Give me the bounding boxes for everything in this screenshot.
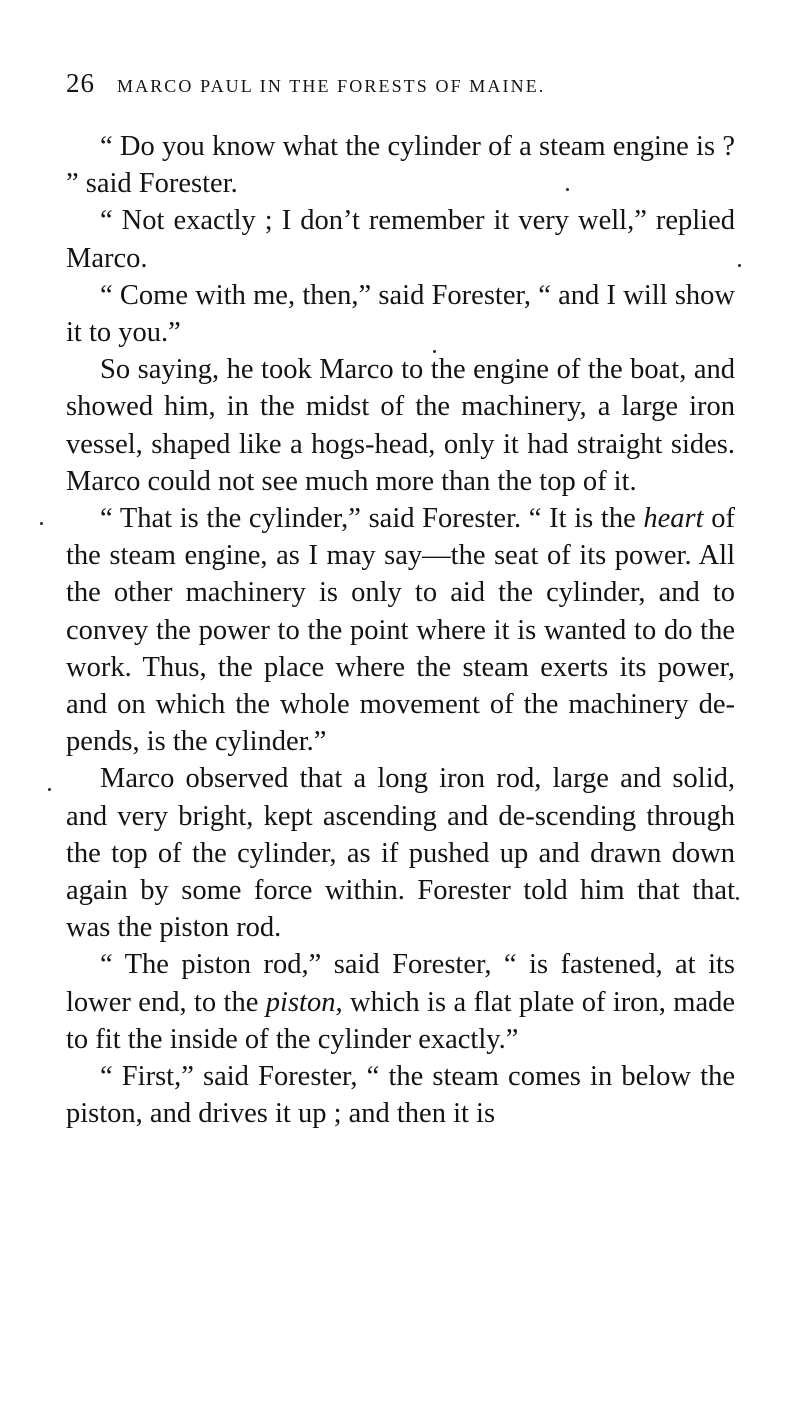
print-speck <box>433 350 436 353</box>
page-number: 26 <box>66 68 95 98</box>
paragraph-7-text-after: which is a flat plate of iron, made to fit the inside of the cylinder exactly.” <box>66 986 735 1055</box>
paragraph-6: Marco observed that a long iron rod, large and solid, and very bright, kept ascending and de-scending through the top of the cylinder, as if pushed up and drawn down again by some force within. Forester told him that that was the piston rod. <box>66 763 735 944</box>
paragraph-2: “ Not exactly ; I don’t remember it very well,” replied Marco. <box>66 205 735 274</box>
paragraph-8: “ First,” said Forester, “ the steam comes in below the piston, and drives it up ; and then it is <box>66 1061 735 1130</box>
paragraph-7-text-before: “ The piston rod,” said Forester, “ is fastened, at its lower end, to the <box>66 949 735 1018</box>
print-speck <box>48 788 51 791</box>
page-header <box>66 68 736 108</box>
emphasis-heart: heart <box>643 503 704 535</box>
paragraph-7 <box>66 946 735 1058</box>
print-speck <box>566 188 569 191</box>
paragraph-5 <box>66 500 735 760</box>
paragraph-3: “ Come with me, then,” said Forester, “ and I will show it to you.” <box>66 279 735 349</box>
paragraph-5-text-after: of the steam engine, as I may say—the seat of its power. All the other machinery is only to aid the cylinder, and to convey the power to the point where it is wanted to do the work. Thus, the place where the steam exerts its power, and on which the whole movement of the machinery de-pends, is the cylinder.” <box>66 503 735 758</box>
emphasis-piston: piston, <box>265 986 343 1018</box>
paragraph-4: So saying, he took Marco to the engine of the boat, and showed him, in the midst of the machinery, a large iron vessel, shaped like a hogs-head, only it had straight sides. Marco could not see much more than the top of it. <box>66 354 735 497</box>
body-text <box>66 128 735 1132</box>
print-speck <box>40 522 43 525</box>
paragraph-1: “ Do you know what the cylinder of a steam engine is ? ” said Forester. <box>66 131 735 200</box>
print-speck <box>738 264 741 267</box>
running-title: MARCO PAUL IN THE FORESTS OF MAINE. <box>117 76 546 96</box>
paragraph-5-text-before: “ That is the cylinder,” said Forester. “ It is the <box>100 503 644 535</box>
print-speck <box>736 897 739 900</box>
